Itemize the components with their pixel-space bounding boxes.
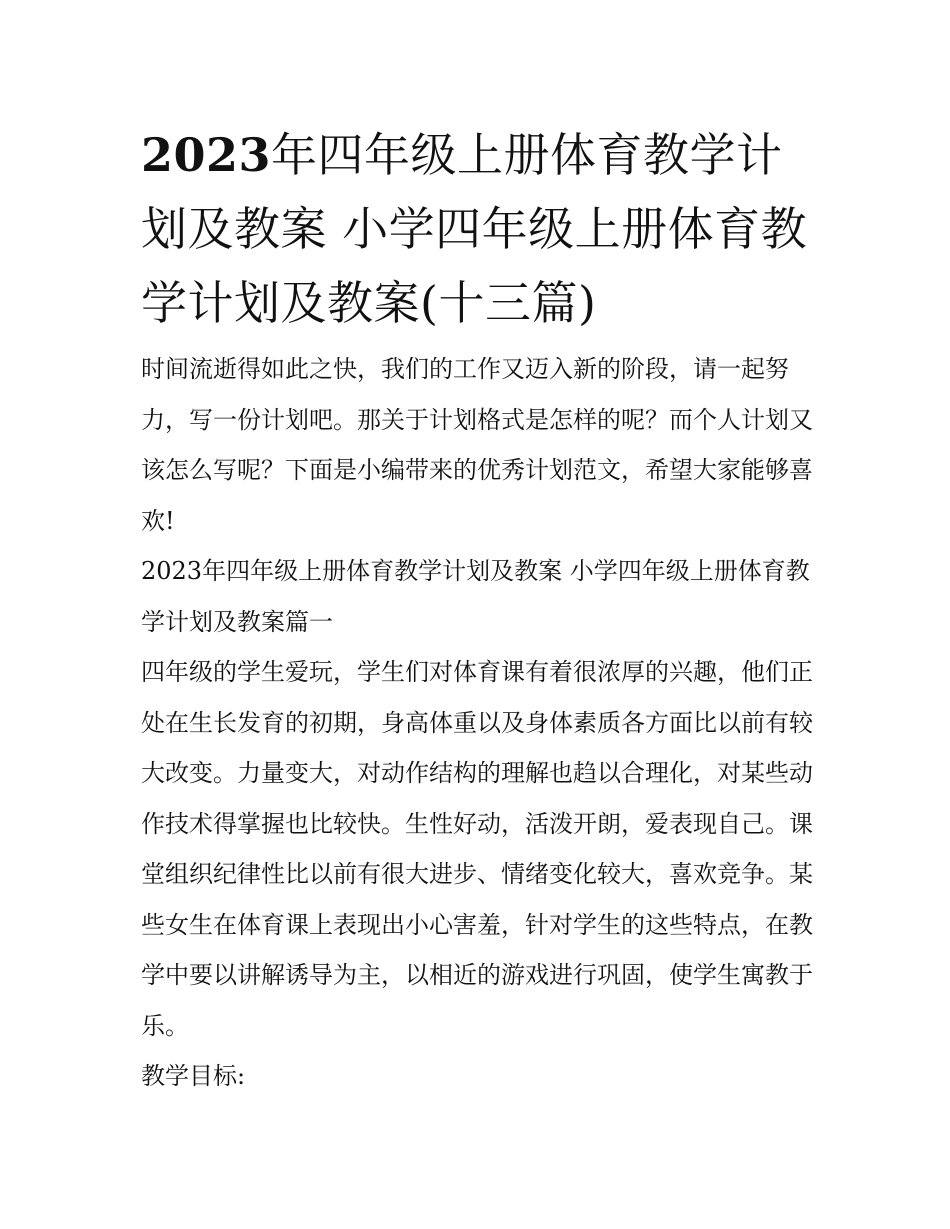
document-content xyxy=(141,118,813,1102)
document-title xyxy=(141,118,813,340)
body-paragraph: 四年级的学生爱玩，学生们对体育课有着很浓厚的兴趣，他们正处在生长发育的初期，身高体重以及身体素质各方面比以前有较大改变。力量变大，对动作结构的理解也趋以合理化，对某些动作技术得掌握也比较快。生性好动，活泼开朗，爱表现自己。课堂组织纪律性比以前有很大进步、情绪变化较大，喜欢竞争。某些女生在体育课上表现出小心害羞，针对学生的这些特点，在教学中要以讲解诱导为主，以相近的游戏进行巩固，使学生寓教于乐。 xyxy=(141,658,813,1040)
intro-paragraph: 时间流逝得如此之快，我们的工作又迈入新的阶段，请一起努力，写一份计划吧。那关于计划格式是怎样的呢？而个人计划又该怎么写呢？下面是小编带来的优秀计划范文，希望大家能够喜欢! xyxy=(141,355,813,535)
section-heading: 2023年四年级上册体育教学计划及教案 小学四年级上册体育教学计划及教案篇一 xyxy=(141,557,810,636)
title-year: 2023 xyxy=(141,128,272,182)
title-text: 年四年级上册体育教学计划及教案 小学四年级上册体育教学计划及教案(十三篇) xyxy=(141,128,808,330)
goals-label: 教学目标: xyxy=(141,1062,246,1090)
